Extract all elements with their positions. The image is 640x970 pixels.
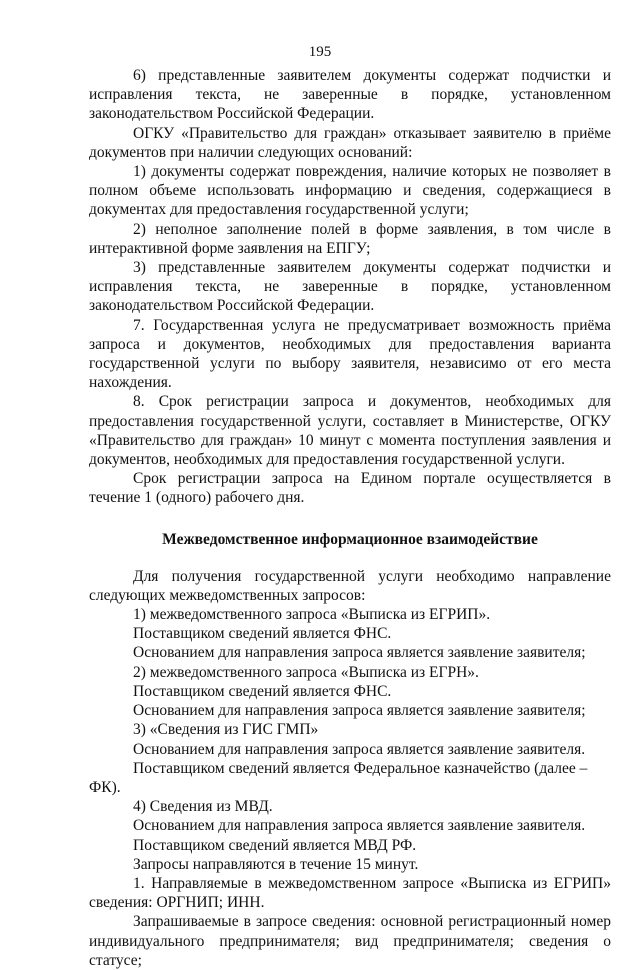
- paragraph: Поставщиком сведений является Федеральное казначейство (далее – ФК).: [89, 759, 588, 796]
- paragraph: Срок регистрации запроса на Едином портале осуществляется в течение 1 (одного) рабочего дня.: [89, 470, 611, 507]
- paragraph: 7. Государственная услуга не предусматривает возможность приёма запроса и документов, необходимых для предоставления варианта государственной услуги по выбору заявителя, независимо от его места нахождения.: [89, 316, 611, 392]
- paragraph: 1) межведомственного запроса «Выписка из ЕГРИП».: [133, 606, 491, 624]
- paragraph: Запрашиваемые в запросе сведения: основной регистрационный номер индивидуального предпринимателя; вид предпринимателя; сведения о статусе;: [89, 913, 611, 969]
- paragraph: ОГКУ «Правительство для граждан» отказывает заявителю в приёме документов при наличии следующих оснований:: [89, 124, 611, 161]
- paragraph: 1) документы содержат повреждения, наличие которых не позволяет в полном объеме использовать информацию и сведения, содержащиеся в документах для предоставления государственной услуги;: [89, 163, 611, 219]
- paragraph: Запросы направляются в течение 15 минут.: [133, 855, 419, 873]
- document-body: [89, 66, 611, 970]
- paragraph: 3) «Сведения из ГИС ГМП»: [133, 721, 319, 739]
- paragraph: Поставщиком сведений является ФНС.: [133, 625, 392, 643]
- page-number: 195: [308, 44, 332, 60]
- paragraph: Основанием для направления запроса является заявление заявителя.: [133, 817, 586, 835]
- paragraph: 6) представленные заявителем документы содержат подчистки и исправления текста, не заверенные в порядке, установленном законодательством Российской Федерации.: [89, 67, 611, 123]
- paragraph: 1. Направляемые в межведомственном запросе «Выписка из ЕГРИП» сведения: ОРГНИП; ИНН.: [89, 874, 611, 912]
- paragraph: Поставщиком сведений является МВД РФ.: [133, 836, 417, 854]
- paragraph: 4) Сведения из МВД.: [133, 798, 273, 816]
- paragraph: 3) представленные заявителем документы содержат подчистки и исправления текста, не заверенные в порядке, установленном законодательством Российской Федерации.: [89, 259, 611, 315]
- paragraph: Для получения государственной услуги необходимо направление следующих межведомственных запросов:: [89, 567, 611, 604]
- section-heading: Межведомственное информационное взаимодействие: [162, 530, 538, 548]
- paragraph: 8. Срок регистрации запроса и документов, необходимых для предоставления государственной услуги, составляет в Министерстве, ОГКУ «Правительство для граждан» 10 минут с момента поступления заявления и документов, необходимых для предоставления государственной услуги.: [89, 393, 611, 469]
- paragraph: Поставщиком сведений является ФНС.: [133, 682, 392, 700]
- paragraph: 2) межведомственного запроса «Выписка из ЕГРН».: [133, 663, 479, 681]
- paragraph: 2) неполное заполнение полей в форме заявления, в том числе в интерактивной форме заявления на ЕПГУ;: [89, 220, 611, 257]
- paragraph: Основанием для направления запроса является заявление заявителя;: [133, 702, 586, 720]
- paragraph: Основанием для направления запроса является заявление заявителя.: [133, 740, 586, 758]
- paragraph: Основанием для направления запроса является заявление заявителя;: [133, 644, 586, 662]
